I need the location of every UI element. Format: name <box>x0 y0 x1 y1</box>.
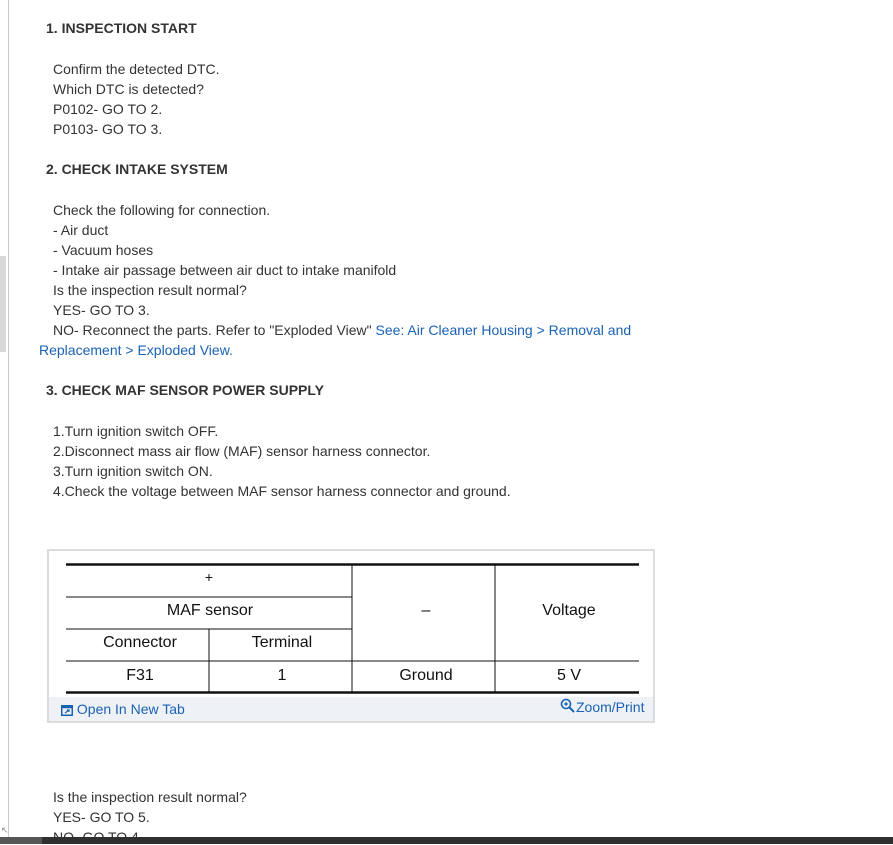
section-3-line: 2.Disconnect mass air flow (MAF) sensor harness connector. <box>53 443 431 459</box>
section-1-line: Which DTC is detected? <box>53 81 204 97</box>
section-1-heading: 1. INSPECTION START <box>46 20 197 36</box>
zoom-magnifier-icon <box>560 698 576 714</box>
no-line-text: NO- Reconnect the parts. Refer to "Exploded View" <box>53 322 376 338</box>
left-scroll-strip[interactable] <box>0 0 8 844</box>
section-2-line: - Vacuum hoses <box>53 242 154 258</box>
section-2-line: Check the following for connection. <box>53 202 271 218</box>
spec-table-container <box>47 549 655 723</box>
section-2-line: - Intake air passage between air duct to intake manifold <box>53 262 397 278</box>
terminal-value: 1 <box>277 667 287 684</box>
resize-grip-icon[interactable]: ↖ <box>1 825 9 835</box>
section-3-line: 4.Check the voltage between MAF sensor harness connector and ground. <box>53 483 511 499</box>
connector-value: F31 <box>126 667 154 684</box>
terminal-header: Terminal <box>251 634 313 651</box>
plus-header: + <box>204 569 214 585</box>
voltage-header: Voltage <box>542 602 596 619</box>
zoom-print-link[interactable] <box>560 698 644 715</box>
section-3-heading: 3. CHECK MAF SENSOR POWER SUPPLY <box>46 382 324 398</box>
section-1-line: Confirm the detected DTC. <box>53 61 220 77</box>
section-2-heading: 2. CHECK INTAKE SYSTEM <box>46 161 228 177</box>
section-1-line: P0103- GO TO 3. <box>53 121 163 137</box>
zoom-print-label[interactable]: Zoom/Print <box>576 699 645 715</box>
section-3-line: 1.Turn ignition switch OFF. <box>53 423 219 439</box>
ground-value: Ground <box>399 667 453 684</box>
status-bar-segment <box>0 837 42 844</box>
open-new-tab-link[interactable] <box>61 701 185 717</box>
result-line: YES- GO TO 5. <box>53 809 150 825</box>
section-2-line: - Air duct <box>53 222 109 238</box>
scroll-thumb[interactable] <box>0 256 6 352</box>
left-divider <box>8 0 9 844</box>
section-2-line: Is the inspection result normal? <box>53 282 247 298</box>
section-2-no-line <box>53 322 631 338</box>
section-3-line: 3.Turn ignition switch ON. <box>53 463 213 479</box>
section-1-line: P0102- GO TO 2. <box>53 101 163 117</box>
minus-header: – <box>421 602 431 619</box>
connector-header: Connector <box>103 634 177 651</box>
open-in-new-tab-icon <box>61 705 73 716</box>
bottom-status-bar <box>0 837 893 844</box>
maf-sensor-header: MAF sensor <box>166 602 254 619</box>
voltage-value: 5 V <box>556 667 582 684</box>
result-line: Is the inspection result normal? <box>53 789 247 805</box>
open-new-tab-label[interactable]: Open In New Tab <box>76 701 185 717</box>
section-2-line: YES- GO TO 3. <box>53 302 150 318</box>
exploded-view-link[interactable]: See: Air Cleaner Housing > Removal and <box>375 322 632 338</box>
exploded-view-link-cont[interactable]: Replacement > Exploded View. <box>39 342 233 358</box>
